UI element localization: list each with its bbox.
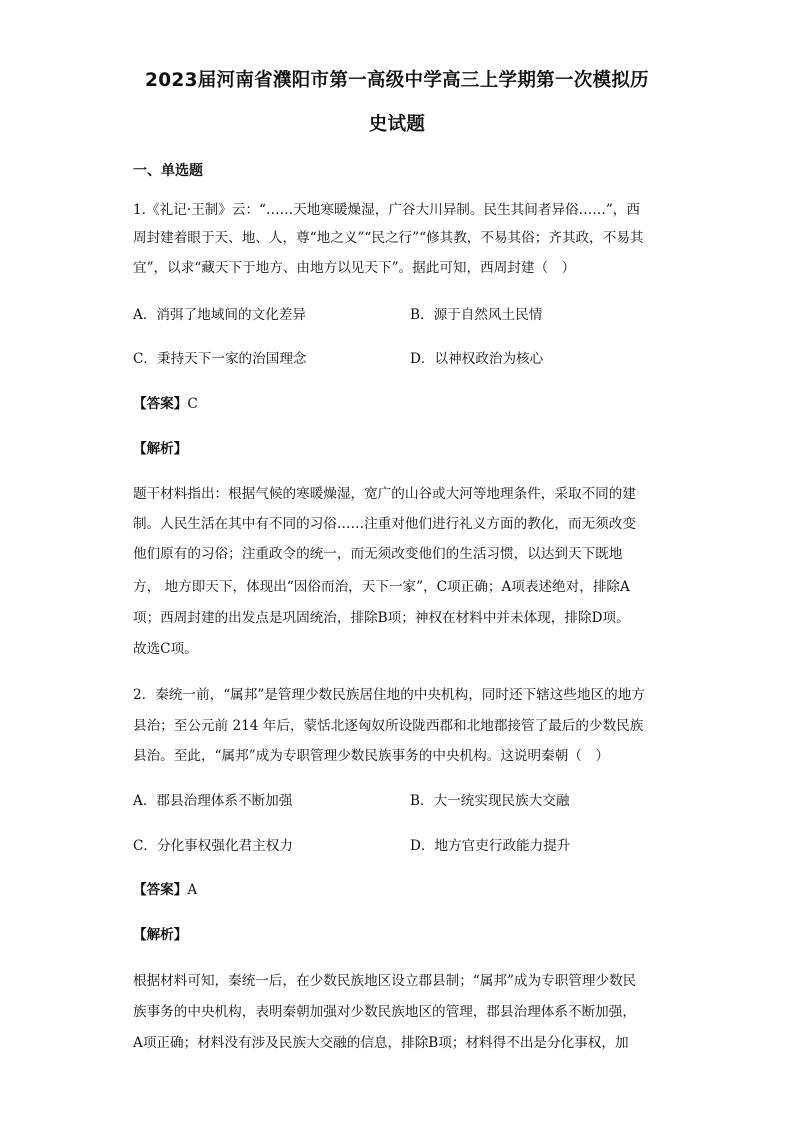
q1-analysis-line: 方， 地方即天下，体现出“因俗而治，天下一家”，C项正确；A项表述绝对，排除A xyxy=(133,579,630,595)
section-heading: 一、单选题 xyxy=(133,163,203,179)
answer-value: C xyxy=(187,396,198,412)
answer-label: 【答案】 xyxy=(133,882,188,898)
q2-option-a: A．郡县治理体系不断加强 xyxy=(133,793,293,809)
q1-stem-line: 1.《礼记·王制》云：“……天地寒暖燥湿，广谷大川异制。民生其间者异俗……”，西 xyxy=(133,202,640,218)
q2-analysis-label: 【解析】 xyxy=(133,927,188,943)
q2-analysis-line: A项正确；材料没有涉及民族大交融的信息，排除B项；材料得不出是分化事权，加 xyxy=(133,1035,629,1051)
q1-option-c: C．秉持天下一家的治国理念 xyxy=(133,351,307,367)
q2-stem-line: 县治。至此，“属邦”成为专职管理少数民族事务的中央机构。这说明秦朝（ ） xyxy=(133,748,610,764)
q2-answer xyxy=(133,884,197,898)
q1-stem-line: 宜”，以求“藏天下于地方、由地方以见天下”。据此可知，西周封建（ ） xyxy=(133,260,576,276)
q1-analysis-line: 题干材料指出：根据气候的寒暖燥湿，宽广的山谷或大河等地理条件，采取不同的建 xyxy=(133,486,636,502)
q1-option-a: A．消弭了地域间的文化差异 xyxy=(133,307,306,323)
q2-stem-line: 2．秦统一前，“属邦”是管理少数民族居住地的中央机构，同时还下辖这些地区的地方 xyxy=(133,687,645,703)
q1-option-b: B．源于自然风土民情 xyxy=(410,307,543,323)
document-title-line1: 2023届河南省濮阳市第一高级中学高三上学期第一次模拟历 xyxy=(145,70,649,91)
q1-analysis-line: 项；西周封建的出发点是巩固统治，排除B项；神权在材料中并未体现，排除D项。 xyxy=(133,610,630,626)
q1-analysis-line: 他们原有的习俗；注重政令的统一，而无须改变他们的生活习惯，以达到天下既地 xyxy=(133,546,623,562)
q2-option-c: C．分化事权强化君主权力 xyxy=(133,838,293,854)
q2-analysis-line: 族事务的中央机构，表明秦朝加强对少数民族地区的管理，郡县治理体系不断加强， xyxy=(133,1004,636,1020)
answer-label: 【答案】 xyxy=(133,396,188,412)
q2-analysis-line: 根据材料可知，秦统一后，在少数民族地区设立郡县制；“属邦”成为专职管理少数民 xyxy=(133,973,637,989)
q1-option-d: D．以神权政治为核心 xyxy=(410,351,544,367)
q1-answer xyxy=(133,398,198,412)
q1-analysis-line: 制。人民生活在其中有不同的习俗……注重对他们进行礼义方面的教化，而无须改变 xyxy=(133,516,636,532)
q2-option-d: D．地方官吏行政能力提升 xyxy=(410,838,571,854)
document-title-line2: 史试题 xyxy=(368,114,426,135)
q1-analysis-label: 【解析】 xyxy=(133,441,188,457)
q1-stem-line: 周封建着眼于天、地、人，尊“地之义”“民之行”“修其教，不易其俗；齐其政，不易其 xyxy=(133,230,644,246)
q2-option-b: B．大一统实现民族大交融 xyxy=(410,793,570,809)
q2-stem-line: 县治；至公元前 214 年后，蒙恬北逐匈奴所设陇西郡和北地郡接管了最后的少数民族 xyxy=(133,718,644,734)
answer-value: A xyxy=(187,882,198,898)
q1-analysis-line: 故选C项。 xyxy=(133,641,198,657)
